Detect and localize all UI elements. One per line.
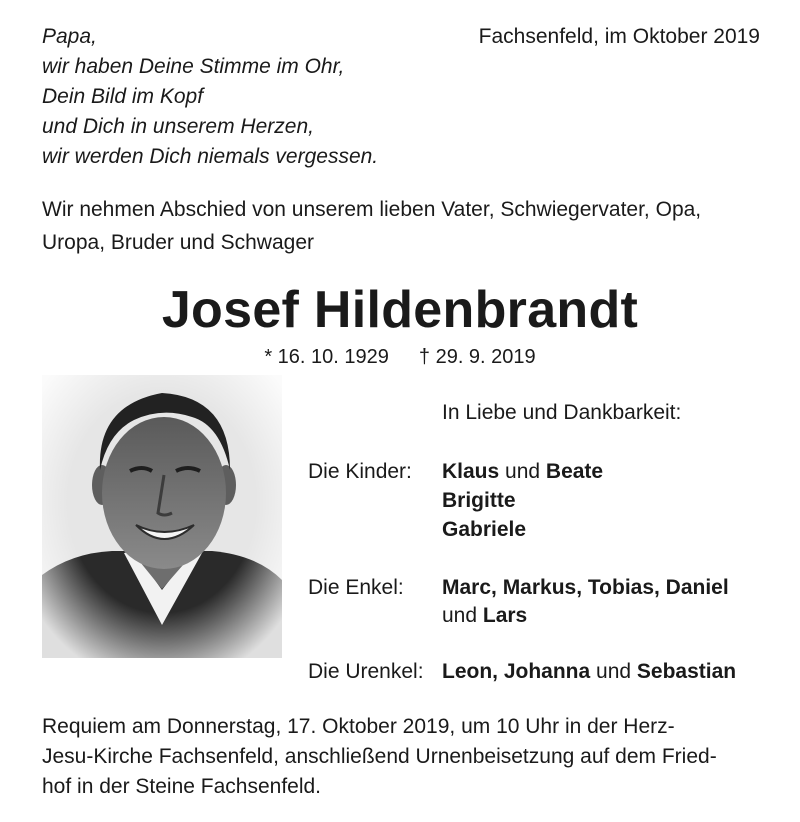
birth-date: * 16. 10. 1929 xyxy=(264,346,389,368)
child-name: Beate xyxy=(545,460,604,483)
requiem-notice xyxy=(42,712,758,802)
child-name: Gabriele xyxy=(442,518,527,541)
great-grandchild-names: Leon, Johanna xyxy=(442,660,591,683)
grandchildren-line-1 xyxy=(442,573,729,603)
children-line-1 xyxy=(442,457,603,487)
requiem-line: Jesu-Kirche Fachsenfeld, anschließend Urnenbeisetzung auf dem Fried- xyxy=(42,745,717,768)
children-line-2 xyxy=(442,486,516,516)
conjunction: und xyxy=(499,460,546,483)
children-label: Die Kinder: xyxy=(308,460,412,483)
children-line-3 xyxy=(442,515,526,545)
child-name: Brigitte xyxy=(442,489,516,512)
grandchildren-line-2 xyxy=(442,601,527,631)
grandchild-name: Lars xyxy=(482,604,528,627)
conjunction: und xyxy=(590,660,637,683)
portrait-image xyxy=(42,375,282,658)
deceased-name: Josef Hildenbrandt xyxy=(161,281,639,339)
conjunction: und xyxy=(442,604,483,627)
great-grandchild-name: Sebastian xyxy=(636,660,737,683)
place-and-date: Fachsenfeld, im Oktober 2019 xyxy=(478,25,760,48)
great-grandchildren-line xyxy=(442,657,736,687)
portrait-photo xyxy=(42,375,282,658)
life-dates xyxy=(0,343,800,371)
death-date: † 29. 9. 2019 xyxy=(418,346,536,368)
requiem-line: Requiem am Donnerstag, 17. Oktober 2019, um 10 Uhr in der Herz- xyxy=(42,715,675,738)
poem-line: Dein Bild im Kopf xyxy=(42,85,204,108)
intro-line: Wir nehmen Abschied von unserem lieben Vater, Schwiegervater, Opa, xyxy=(42,198,702,221)
child-name: Klaus xyxy=(442,460,500,483)
memorial-poem xyxy=(42,22,378,172)
farewell-intro xyxy=(42,193,762,259)
poem-line: und Dich in unserem Herzen, xyxy=(42,115,314,138)
grandchild-names: Marc, Markus, Tobias, Daniel xyxy=(442,576,729,599)
poem-line: Papa, xyxy=(42,25,97,48)
poem-line: wir werden Dich niemals vergessen. xyxy=(42,145,379,168)
great-grandchildren-label: Die Urenkel: xyxy=(308,660,424,683)
thanks-line: In Liebe und Dankbarkeit: xyxy=(442,401,682,424)
requiem-line: hof in der Steine Fachsenfeld. xyxy=(42,775,322,798)
grandchildren-label: Die Enkel: xyxy=(308,576,404,599)
intro-line: Uropa, Bruder und Schwager xyxy=(42,231,314,254)
poem-line: wir haben Deine Stimme im Ohr, xyxy=(42,55,345,78)
